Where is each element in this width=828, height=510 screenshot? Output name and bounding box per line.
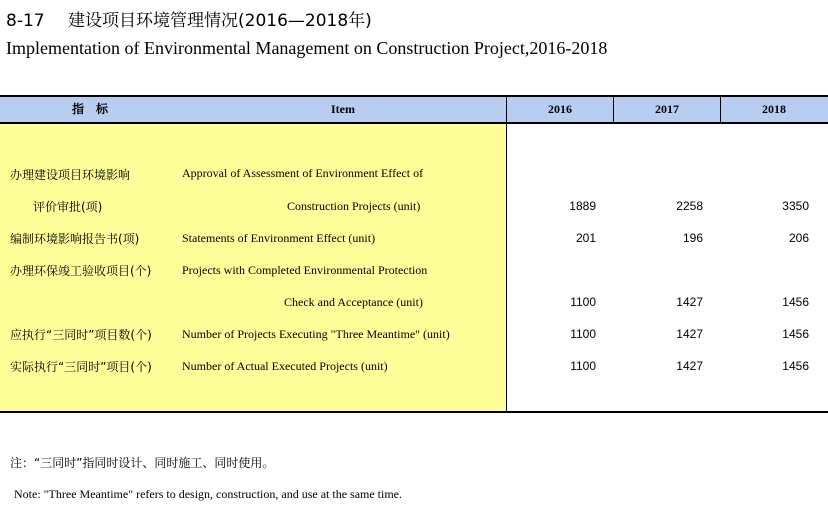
note-en: Note: "Three Meantime" refers to design, construction, and use at the same time.	[14, 487, 403, 501]
row-3-value-2018: 1456	[782, 295, 809, 309]
row-3-label-cn: 办理环保竣工验收项目(个)	[10, 264, 152, 278]
row-4-label-cn: 应执行“三同时”项目数(个)	[10, 328, 152, 342]
table-header	[0, 95, 828, 124]
row-3-value-2017: 1427	[676, 295, 703, 309]
row-2-value-2016: 201	[575, 231, 596, 245]
row-4-value-2016: 1100	[570, 327, 596, 341]
row-1-label-en-line2: Construction Projects (unit)	[287, 199, 421, 213]
header-indicator-cn: 指 标	[71, 102, 108, 116]
header-item-en: Item	[331, 102, 355, 116]
column-divider	[506, 95, 507, 413]
row-4-label-en: Number of Projects Executing "Three Meantime" (unit)	[182, 327, 450, 341]
header-divider-2	[720, 95, 721, 124]
row-2-label-en: Statements of Environment Effect (unit)	[182, 231, 376, 245]
header-divider-1	[613, 95, 614, 124]
row-1-label-cn-line1: 办理建设项目环境影响	[10, 168, 131, 182]
row-1-value-2018: 3350	[782, 199, 809, 213]
row-2-label-cn: 编制环境影响报告书(项)	[10, 232, 140, 246]
header-year-2016: 2016	[548, 102, 572, 116]
row-1-label-en-line1: Approval of Assessment of Environment Effect of	[182, 166, 424, 180]
note-cn: 注：“三同时”指同时设计、同时施工、同时使用。	[10, 456, 275, 470]
table-number: 8-17	[6, 11, 45, 31]
page-title-cn	[6, 6, 372, 31]
data-table	[0, 95, 828, 413]
row-2-value-2018: 206	[788, 231, 809, 245]
row-1-value-2016: 1889	[569, 199, 596, 213]
table-bottom-rule	[0, 411, 828, 413]
header-year-2018: 2018	[762, 102, 786, 116]
row-2-value-2017: 196	[682, 231, 703, 245]
row-5-value-2018: 1456	[782, 359, 809, 373]
row-3-value-2016: 1100	[570, 295, 596, 309]
row-4-value-2017: 1427	[676, 327, 703, 341]
title-cn-text: 建设项目环境管理情况(2016—2018年)	[68, 11, 372, 31]
row-5-label-en: Number of Actual Executed Projects (unit)	[182, 359, 388, 373]
row-3-label-en-line1: Projects with Completed Environmental Protection	[182, 263, 428, 277]
row-5-value-2017: 1427	[676, 359, 703, 373]
row-5-label-cn: 实际执行“三同时”项目(个)	[10, 360, 152, 374]
row-5-value-2016: 1100	[570, 359, 596, 373]
header-year-2017: 2017	[655, 102, 679, 116]
row-1-value-2017: 2258	[676, 199, 703, 213]
row-1-label-cn-line2: 评价审批(项)	[33, 200, 103, 214]
page-title-en: Implementation of Environmental Management on Construction Project,2016-2018	[6, 38, 608, 58]
row-3-label-en-line2: Check and Acceptance (unit)	[284, 295, 423, 309]
row-4-value-2018: 1456	[782, 327, 809, 341]
